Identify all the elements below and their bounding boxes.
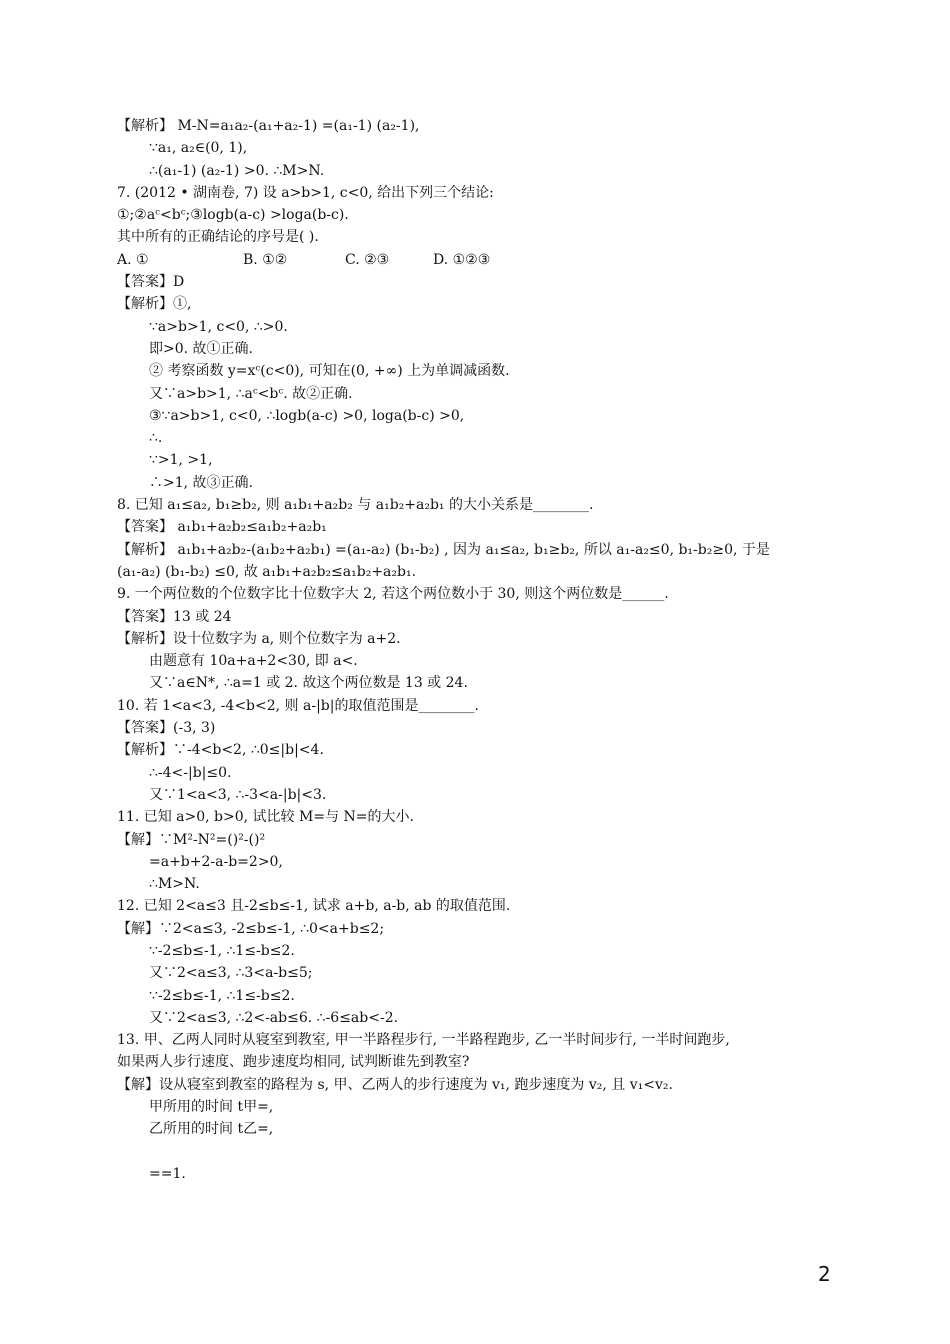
text-line: 7. (2012 • 湖南卷, 7) 设 a>b>1, c<0, 给出下列三个结论:	[117, 184, 494, 201]
option-b: B. ①②	[243, 251, 288, 268]
text-line: 乙所用的时间 t乙=,	[149, 1121, 274, 1138]
text-line: 【答案】13 或 24	[117, 608, 232, 625]
text-line: ∵a₁, a₂∈(0, 1),	[149, 140, 248, 157]
text-line: 8. 已知 a₁≤a₂, b₁≥b₂, 则 a₁b₁+a₂b₂ 与 a₁b₂+a₂b₁ 的大小关系是________.	[117, 497, 594, 514]
text-line: 10. 若 1<a<3, -4<b<2, 则 a-|b|的取值范围是________.	[117, 697, 479, 714]
text-line: ∵>1, >1,	[149, 452, 213, 469]
text-line: 又∵1<a<3, ∴-3<a-|b|<3.	[149, 786, 327, 803]
text-line: ∴(a₁-1) (a₂-1) >0. ∴M>N.	[149, 162, 325, 179]
text-line: 【解析】 M-N=a₁a₂-(a₁+a₂-1) =(a₁-1) (a₂-1),	[117, 118, 420, 134]
text-line: (a₁-a₂) (b₁-b₂) ≤0, 故 a₁b₁+a₂b₂≤a₁b₂+a₂b₁.	[117, 563, 417, 580]
text-line: 又∵a∈N*, ∴a=1 或 2. 故这个两位数是 13 或 24.	[149, 675, 468, 692]
text-line: 又∵2<a≤3, ∴3<a-b≤5;	[149, 965, 313, 982]
text-line: 如果两人步行速度、跑步速度均相同, 试判断谁先到教室?	[117, 1054, 470, 1071]
text-line: ∴-4<-|b|≤0.	[149, 764, 232, 781]
text-line: ③∵a>b>1, c<0, ∴logb(a-c) >0, loga(b-c) >0,	[149, 407, 465, 424]
page-number: 2	[818, 1262, 831, 1286]
text-line: ∴>1, 故③正确.	[149, 474, 253, 491]
text-line: 又∵2<a≤3, ∴2<-ab≤6. ∴-6≤ab<-2.	[149, 1009, 399, 1026]
text-line: ② 考察函数 y=xᶜ(c<0), 可知在(0, +∞) 上为单调减函数.	[149, 363, 510, 380]
text-block-top	[117, 115, 837, 249]
text-line: ∴M>N.	[149, 876, 200, 893]
text-line: ∵a>b>1, c<0, ∴>0.	[149, 318, 288, 335]
blank-line	[117, 1141, 837, 1163]
text-line: 又∵a>b>1, ∴aᶜ<bᶜ. 故②正确.	[149, 385, 353, 402]
text-line: 【解析】①,	[117, 296, 192, 313]
text-block-main	[117, 271, 837, 1141]
text-line: ∴.	[149, 430, 163, 447]
text-line: 11. 已知 a>0, b>0, 试比较 M=与 N=的大小.	[117, 809, 414, 826]
text-line: ①;②aᶜ<bᶜ;③logb(a-c) >loga(b-c).	[117, 207, 349, 224]
answer-options	[117, 249, 837, 271]
text-line: 【答案】(-3, 3)	[117, 720, 216, 737]
text-line: 甲所用的时间 t甲=,	[149, 1099, 274, 1116]
text-line: 【解】∵2<a≤3, -2≤b≤-1, ∴0<a+b≤2;	[117, 920, 385, 937]
option-d: D. ①②③	[433, 251, 491, 268]
text-line: ∵-2≤b≤-1, ∴1≤-b≤2.	[149, 942, 295, 959]
final-equation-line: ==1.	[149, 1165, 186, 1182]
text-line: 【解】设从寝室到教室的路程为 s, 甲、乙两人的步行速度为 v₁, 跑步速度为 v₂, 且 v₁<v₂.	[117, 1076, 673, 1093]
text-line: 由题意有 10a+a+2<30, 即 a<.	[149, 653, 358, 670]
text-line: 【解析】设十位数字为 a, 则个位数字为 a+2.	[117, 630, 401, 647]
document-body	[117, 115, 837, 1185]
text-line: 13. 甲、乙两人同时从寝室到教室, 甲一半路程步行, 一半路程跑步, 乙一半时间步行, 一半时间跑步,	[117, 1032, 730, 1049]
text-line: 【解析】 a₁b₁+a₂b₂-(a₁b₂+a₂b₁) =(a₁-a₂) (b₁-b₂) , 因为 a₁≤a₂, b₁≥b₂, 所以 a₁-a₂≤0, b₁-b₂≥0, 于是	[117, 541, 770, 558]
text-line: 其中所有的正确结论的序号是( ).	[117, 229, 319, 246]
text-line: 【答案】D	[117, 274, 185, 291]
option-a: A. ①	[117, 251, 149, 268]
text-line: 9. 一个两位数的个位数字比十位数字大 2, 若这个两位数小于 30, 则这个两位数是______.	[117, 586, 669, 603]
text-line: 【解析】∵-4<b<2, ∴0≤|b|<4.	[117, 742, 324, 759]
text-line: ∵-2≤b≤-1, ∴1≤-b≤2.	[149, 987, 295, 1004]
option-c: C. ②③	[345, 251, 390, 268]
text-line: 12. 已知 2<a≤3 且-2≤b≤-1, 试求 a+b, a-b, ab 的取值范围.	[117, 898, 511, 915]
text-line: 即>0. 故①正确.	[149, 340, 253, 357]
text-line: 【解】∵M²-N²=()²-()²	[117, 831, 266, 848]
text-line: =a+b+2-a-b=2>0,	[149, 853, 283, 870]
text-line: 【答案】 a₁b₁+a₂b₂≤a₁b₂+a₂b₁	[117, 519, 327, 536]
